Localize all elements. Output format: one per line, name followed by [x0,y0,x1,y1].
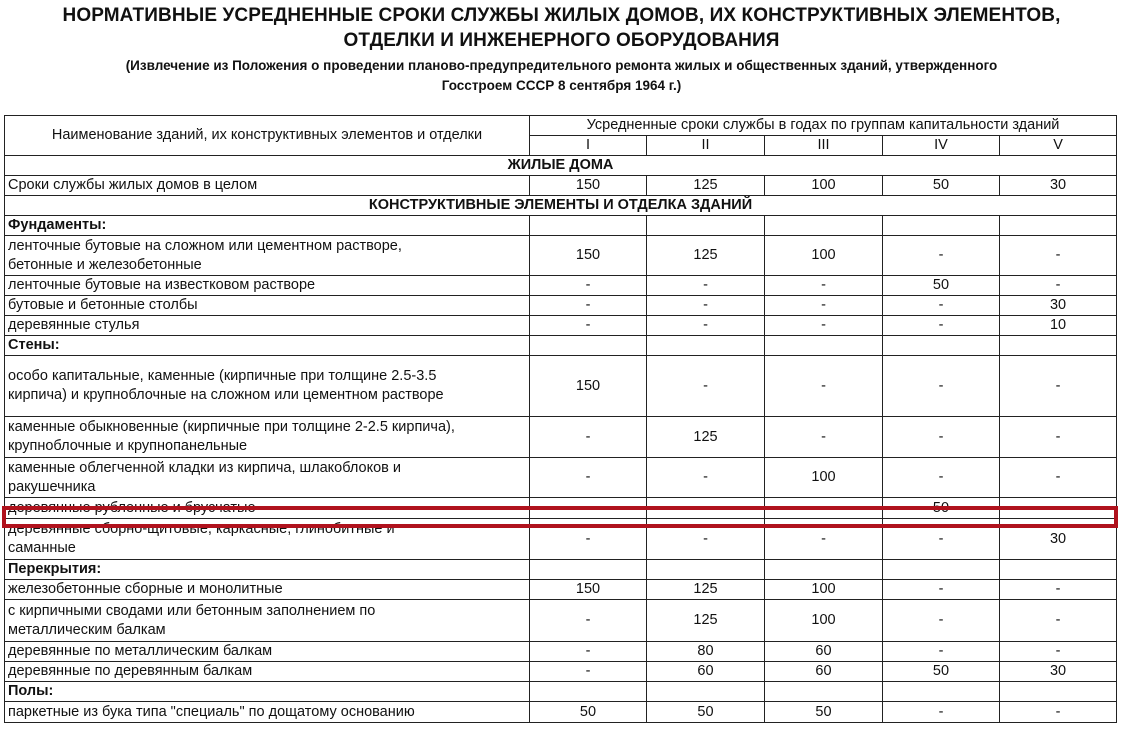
value-cell: 80 [647,642,765,662]
value-cell: - [765,498,883,519]
row-name [5,458,530,498]
document-title [0,0,1123,53]
row-name-line: крупноблочные и крупнопанельные [8,438,248,454]
value-cell: - [883,316,1000,336]
value-cell: 50 [530,702,647,723]
header-row [5,116,1117,136]
value-cell: 50 [647,702,765,723]
empty-cell [883,216,1000,236]
value-cell: - [883,356,1000,417]
value-cell: 100 [765,458,883,498]
row-name [5,276,530,296]
empty-cell [1000,336,1117,356]
row-name [5,316,530,336]
value-cell: - [530,276,647,296]
table-row [5,498,1117,519]
empty-cell [765,560,883,580]
row-name [5,236,530,276]
row-name [5,702,530,723]
value-cell: - [1000,642,1117,662]
group-title: Фундаменты: [5,216,530,236]
value-cell: 125 [647,417,765,458]
section-row [5,196,1117,216]
value-cell: - [1000,356,1117,417]
value-cell: 150 [530,176,647,196]
value-cell: 10 [1000,316,1117,336]
value-cell: - [530,458,647,498]
value-cell: 50 [883,662,1000,682]
row-name-line: ракушечника [8,478,96,495]
group-title-row [5,216,1117,236]
section-title: КОНСТРУКТИВНЫЕ ЭЛЕМЕНТЫ И ОТДЕЛКА ЗДАНИЙ [5,196,1117,216]
table-row [5,316,1117,336]
value-cell: - [647,356,765,417]
table-body [5,116,1117,723]
value-cell: 30 [1000,296,1117,316]
group-header-cell: I [530,136,647,156]
table-row [5,458,1117,498]
table-row [5,702,1117,723]
value-cell: - [530,296,647,316]
table-row [5,176,1117,196]
title-line-1: НОРМАТИВНЫЕ УСРЕДНЕННЫЕ СРОКИ СЛУЖБЫ ЖИЛЫХ ДОМОВ, ИХ КОНСТРУКТИВНЫХ ЭЛЕМЕНТОВ, [62,5,1061,26]
value-cell: - [647,498,765,519]
value-cell: 125 [647,600,765,642]
row-name-line: металлическим балкам [8,621,166,638]
section-row [5,156,1117,176]
value-cell: - [765,316,883,336]
empty-cell [883,560,1000,580]
value-cell: - [765,417,883,458]
table-row [5,356,1117,417]
value-cell: 150 [530,236,647,276]
empty-cell [647,336,765,356]
title-line-2: ОТДЕЛКИ И ИНЖЕНЕРНОГО ОБОРУДОВАНИЯ [343,30,780,51]
value-cell: 125 [647,236,765,276]
value-cell: - [1000,417,1117,458]
row-name-line: деревянные сборно-щитовые, каркасные; глинобитные и [8,521,395,537]
row-name-line: каменные облегченной кладки из кирпича, шлакоблоков и [8,459,401,476]
empty-cell [1000,682,1117,702]
value-cell: - [765,356,883,417]
row-name [5,296,530,316]
value-cell: - [883,600,1000,642]
row-name-line: деревянные по деревянным балкам [8,663,253,679]
group-title: Стены: [5,336,530,356]
group-title-row [5,682,1117,702]
document-subtitle [0,56,1123,96]
table-row [5,580,1117,600]
value-cell: - [765,296,883,316]
value-cell: - [765,519,883,560]
empty-cell [530,682,647,702]
name-column-header: Наименование зданий, их конструктивных элементов и отделки [5,116,530,156]
value-cell: - [1000,458,1117,498]
row-name-line: ленточные бутовые на известковом растворе [8,277,316,293]
row-name-line: кирпича) и крупноблочные на сложном или цементном растворе [8,387,444,403]
value-cell: - [647,458,765,498]
empty-cell [765,336,883,356]
value-cell: - [530,316,647,336]
value-cell: - [883,458,1000,498]
value-cell: - [1000,580,1117,600]
value-cell: - [1000,498,1117,519]
empty-cell [765,682,883,702]
value-cell: 30 [1000,662,1117,682]
value-cell: - [883,702,1000,723]
empty-cell [883,682,1000,702]
value-cell: - [765,276,883,296]
empty-cell [647,560,765,580]
group-header-cell: IV [883,136,1000,156]
group-title-row [5,336,1117,356]
table-row [5,519,1117,560]
value-cell: - [530,519,647,560]
row-name-line: деревянные стулья [8,317,140,333]
row-name-line: с кирпичными сводами или бетонным заполнением по [8,602,376,619]
row-name-line: железобетонные сборные и монолитные [8,581,283,597]
service-life-table [4,115,1117,723]
value-cell: 50 [765,702,883,723]
value-cell: - [530,642,647,662]
row-name [5,498,530,519]
row-name [5,417,530,458]
row-name-line: особо капитальные, каменные (кирпичные при толщине 2.5-3.5 [8,368,437,384]
value-cell: 100 [765,580,883,600]
value-cell: - [883,580,1000,600]
group-header-cell: V [1000,136,1117,156]
value-cell: 60 [647,662,765,682]
table-row [5,236,1117,276]
value-cell: 100 [765,176,883,196]
value-cell: - [1000,600,1117,642]
empty-cell [647,216,765,236]
value-cell: 60 [765,642,883,662]
empty-cell [530,560,647,580]
value-cell: - [530,662,647,682]
group-title-row [5,560,1117,580]
row-name-line: саманные [8,540,76,556]
row-name [5,642,530,662]
value-cell: 50 [883,176,1000,196]
value-cell: - [530,417,647,458]
value-cell: 100 [765,600,883,642]
row-name [5,580,530,600]
value-cell: - [883,236,1000,276]
value-cell: - [1000,236,1117,276]
row-name: Сроки службы жилых домов в целом [5,176,530,196]
value-cell: - [530,498,647,519]
group-title: Полы: [5,682,530,702]
row-name [5,662,530,682]
group-title: Перекрытия: [5,560,530,580]
row-name [5,356,530,417]
row-name-line: деревянные рубленные и брусчатые [8,499,256,516]
subtitle-line-1: (Извлечение из Положения о проведении планово-предупредительного ремонта жилых и общественных зданий, утвержденного [125,58,998,73]
value-cell: 125 [647,580,765,600]
value-cell: - [647,296,765,316]
row-name-line: бетонные и железобетонные [8,256,202,273]
empty-cell [647,682,765,702]
value-cell: - [1000,276,1117,296]
value-cell: - [883,642,1000,662]
row-name-line: каменные обыкновенные (кирпичные при толщине 2-2.5 кирпича), [8,419,455,435]
table-row [5,642,1117,662]
table-row [5,276,1117,296]
value-cell: 125 [647,176,765,196]
row-name-line: ленточные бутовые на сложном или цементном растворе, [8,237,402,254]
empty-cell [883,336,1000,356]
empty-cell [530,336,647,356]
value-cell: - [647,519,765,560]
value-cell: 100 [765,236,883,276]
group-header-cell: III [765,136,883,156]
value-cell: 30 [1000,176,1117,196]
empty-cell [1000,560,1117,580]
value-cell: - [647,316,765,336]
value-cell: - [883,296,1000,316]
value-cell: 150 [530,580,647,600]
value-cell: 50 [883,276,1000,296]
value-cell: 30 [1000,519,1117,560]
empty-cell [765,216,883,236]
value-cell: - [647,276,765,296]
value-cell: - [883,519,1000,560]
row-name-line: бутовые и бетонные столбы [8,297,198,313]
value-cell: - [1000,702,1117,723]
table-row [5,417,1117,458]
section-title: ЖИЛЫЕ ДОМА [5,156,1117,176]
table-row [5,662,1117,682]
row-name [5,600,530,642]
value-cell: 50 [883,498,1000,519]
value-cell: - [530,600,647,642]
subtitle-line-2: Госстроем СССР 8 сентября 1964 г.) [441,78,682,93]
group-header-cell: II [647,136,765,156]
value-cell: 150 [530,356,647,417]
document-header [0,0,1123,96]
empty-cell [530,216,647,236]
value-cell: - [883,417,1000,458]
table-row [5,296,1117,316]
groups-column-header: Усредненные сроки службы в годах по группам капитальности зданий [530,116,1117,136]
row-name-line: деревянные по металлическим балкам [8,643,273,659]
row-name-line: паркетные из бука типа "специаль" по дощатому основанию [8,703,415,720]
row-name [5,519,530,560]
empty-cell [1000,216,1117,236]
value-cell: 60 [765,662,883,682]
table-row [5,600,1117,642]
